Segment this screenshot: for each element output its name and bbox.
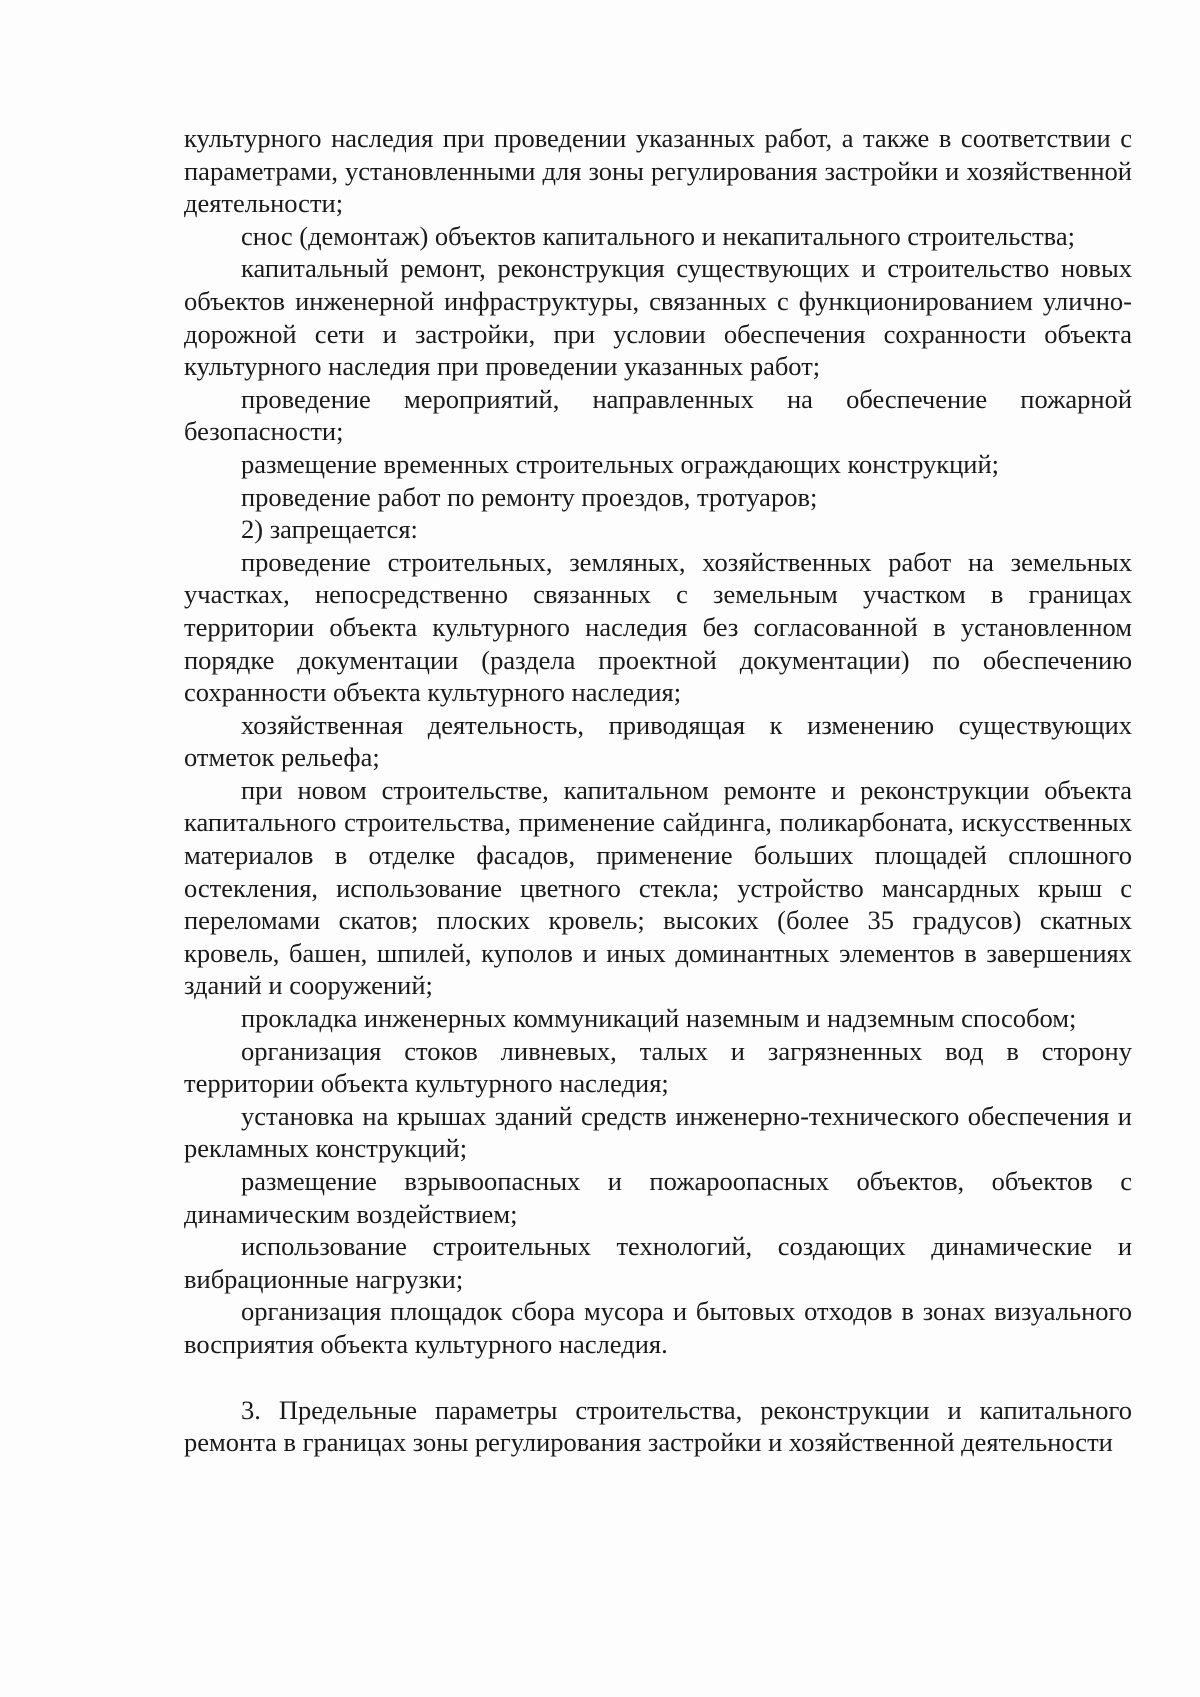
paragraph-fire-safety: проведение мероприятий, направленных на обеспечение пожарной безопасности; xyxy=(184,383,1132,447)
paragraph-road-repair: проведение работ по ремонту проездов, тротуаров; xyxy=(241,481,818,512)
paragraph-drainage: организация стоков ливневых, талых и загрязненных вод в сторону территории объекта культурного наследия; xyxy=(184,1035,1132,1099)
paragraph-vibration: использование строительных технологий, создающих динамические и вибрационные нагрузки; xyxy=(184,1231,1132,1294)
section-heading: 3. Предельные параметры строительства, реконструкции и капитального ремонта в границах зоны регулирования застройки и хозяйственной деятельности xyxy=(184,1394,1132,1458)
paragraph-hazardous-objects: размещение взрывоопасных и пожароопасных объектов, объектов с динамическим воздействием; xyxy=(184,1166,1132,1229)
paragraph-waste-sites: организация площадок сбора мусора и бытовых отходов в зонах визуального восприятия объекта культурного наследия. xyxy=(184,1296,1132,1359)
paragraph-temporary-fencing: размещение временных строительных ограждающих конструкций; xyxy=(241,448,1000,479)
paragraph-infrastructure: капитальный ремонт, реконструкция существующих и строительство новых объектов инженерной инфраструктуры, связанных с функционированием улично-дорожной сети и застройки, при условии обеспечения сохранности объекта культурного наследия при проведении указанных работ; xyxy=(184,253,1132,382)
paragraph-relief-change: хозяйственная деятельность, приводящая к изменению существующих отметок рельефа; xyxy=(184,709,1132,773)
paragraph-facade-restrictions: при новом строительстве, капитальном ремонте и реконструкции объекта капитального строительства, применение сайдинга, поликарбоната, искусственных материалов в отделке фасадов, применение больших площадей сплошного остекления, использование цветного стекла; устройство мансардных крыш с переломами скатов; плоских кровель; высоких (более 35 градусов) скатных кровель, башен, шпилей, куполов и иных доминантных элементов в завершениях зданий и сооружений; xyxy=(184,774,1132,1001)
paragraph-demolition: снос (демонтаж) объектов капитального и некапитального строительства; xyxy=(241,220,1075,251)
paragraph-earthworks: проведение строительных, земляных, хозяйственных работ на земельных участках, непосредственно связанных с земельным участком в границах территории объекта культурного наследия без согласованной в установленном порядке документации (раздела проектной документации) по обеспечению сохранности объекта культурного наследия; xyxy=(184,546,1132,708)
section-spacer xyxy=(184,1361,1132,1394)
paragraph-continuation: культурного наследия при проведении указанных работ, а также в соответствии с параметрами, установленными для зоны регулирования застройки и хозяйственной деятельности; xyxy=(184,123,1132,219)
paragraph-roof-equipment: установка на крышах зданий средств инженерно-технического обеспечения и рекламных конструкций; xyxy=(184,1100,1132,1164)
document-body xyxy=(184,122,1132,1459)
paragraph-prohibited-heading: 2) запрещается: xyxy=(241,514,418,545)
paragraph-utility-lines: прокладка инженерных коммуникаций наземным и надземным способом; xyxy=(241,1003,1077,1034)
